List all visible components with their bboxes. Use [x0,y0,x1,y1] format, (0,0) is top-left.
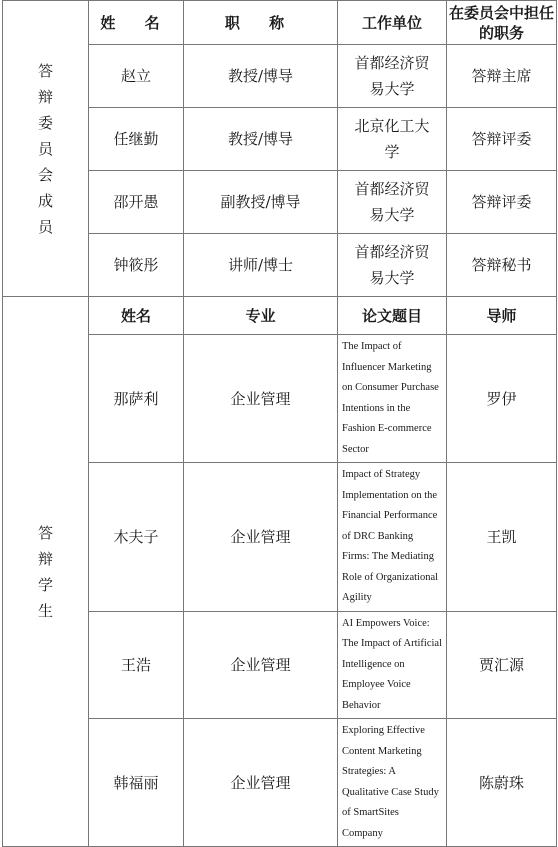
member-role: 答辩评委 [447,171,557,234]
students-header-row [3,297,557,335]
member-title: 教授/博导 [184,108,338,171]
student-major: 企业管理 [184,463,338,612]
header-unit: 工作单位 [338,1,447,45]
student-name: 那萨利 [89,335,184,463]
member-unit: 首都经济贸易大学 [338,234,447,297]
member-title: 讲师/博士 [184,234,338,297]
member-name: 赵立 [89,45,184,108]
student-major: 企业管理 [184,719,338,847]
student-major: 企业管理 [184,335,338,463]
member-title: 副教授/博导 [184,171,338,234]
header-title: 职 称 [184,1,338,45]
member-unit: 首都经济贸易大学 [338,45,447,108]
header-major: 专业 [184,297,338,335]
student-thesis: Impact of Strategy Implementation on the Financial Performance of DRC Banking Firms: The Mediating Role of Organizational Agility [338,463,447,612]
student-thesis: AI Empowers Voice: The Impact of Artificial Intelligence on Employee Voice Behavior [338,611,447,719]
header-thesis: 论文题目 [338,297,447,335]
student-name: 韩福丽 [89,719,184,847]
member-unit: 北京化工大学 [338,108,447,171]
student-name: 木夫子 [89,463,184,612]
member-unit: 首都经济贸易大学 [338,171,447,234]
header-name: 姓 名 [89,1,184,45]
header-role: 在委员会中担任的职务 [447,1,557,45]
student-advisor: 罗伊 [447,335,557,463]
student-advisor: 王凯 [447,463,557,612]
students-side-label: 答 辩 学 生 [3,297,89,847]
student-advisor: 贾汇源 [447,611,557,719]
student-thesis: The Impact of Influencer Marketing on Consumer Purchase Intentions in the Fashion E-commerce Sector [338,335,447,463]
member-name: 钟筱彤 [89,234,184,297]
member-role: 答辩评委 [447,108,557,171]
member-title: 教授/博导 [184,45,338,108]
committee-header-row [3,1,557,45]
member-name: 任继勤 [89,108,184,171]
student-major: 企业管理 [184,611,338,719]
member-role: 答辩秘书 [447,234,557,297]
committee-side-label: 答 辩 委 员 会 成 员 [3,1,89,297]
header-advisor: 导师 [447,297,557,335]
member-name: 邵开愚 [89,171,184,234]
defense-table [2,0,557,847]
student-name: 王浩 [89,611,184,719]
student-advisor: 陈蔚珠 [447,719,557,847]
student-thesis: Exploring Effective Content Marketing Strategies: A Qualitative Case Study of SmartSites Company [338,719,447,847]
header-student-name: 姓名 [89,297,184,335]
member-role: 答辩主席 [447,45,557,108]
